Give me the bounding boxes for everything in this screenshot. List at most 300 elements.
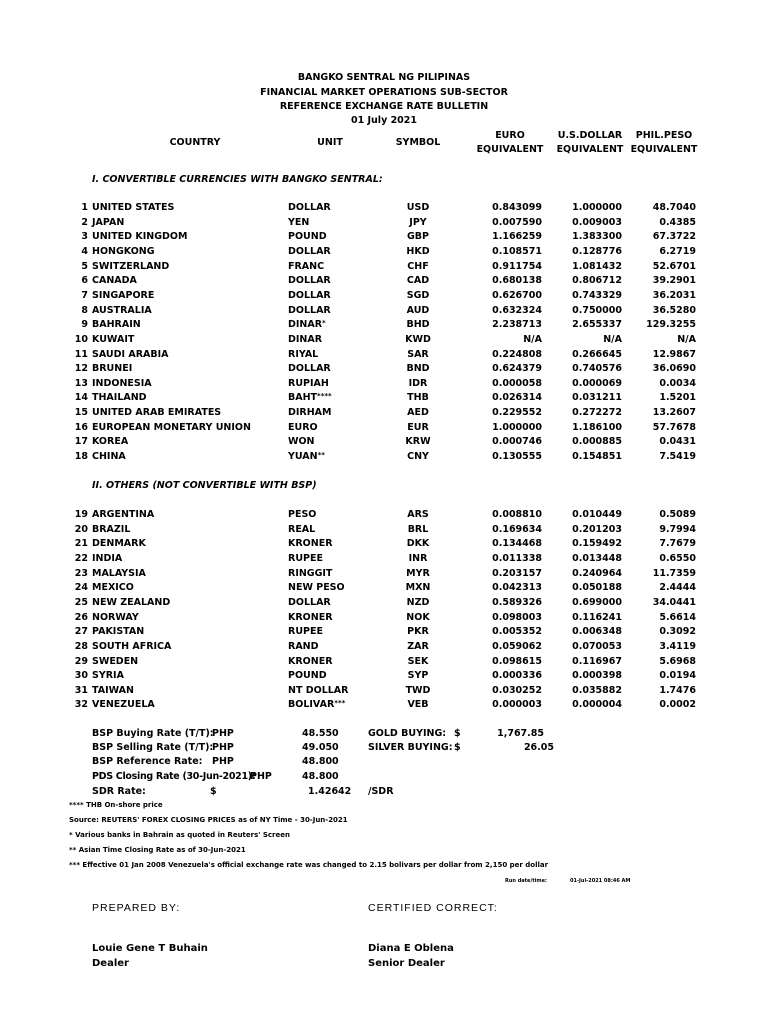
euro-equivalent: 0.011338 bbox=[492, 552, 542, 564]
usd-equivalent: 0.006348 bbox=[572, 626, 622, 638]
currency-symbol: BRL bbox=[407, 523, 429, 535]
col-usd-line1: U.S.DOLLAR bbox=[557, 130, 623, 141]
footnote-source: Source: REUTERS' FOREX CLOSING PRICES as of NY Time - 30-Jun-2021 bbox=[69, 816, 348, 824]
table-row bbox=[0, 553, 768, 568]
currency-symbol: BHD bbox=[406, 319, 430, 331]
prepared-by-label: PREPARED BY: bbox=[92, 902, 181, 914]
currency-symbol: AED bbox=[407, 407, 429, 419]
currency-unit bbox=[288, 685, 348, 696]
bank-name: BANGKO SENTRAL NG PILIPINAS bbox=[297, 72, 471, 83]
table-row bbox=[0, 202, 768, 217]
table-row bbox=[0, 626, 768, 641]
usd-equivalent: 0.010449 bbox=[572, 509, 622, 520]
row-number: 6 bbox=[81, 275, 88, 287]
col-symbol: SYMBOL bbox=[395, 137, 441, 148]
currency-unit bbox=[288, 378, 329, 389]
php-equivalent: 0.6550 bbox=[659, 552, 696, 564]
usd-equivalent: 0.000069 bbox=[572, 377, 622, 389]
table-row bbox=[0, 451, 768, 466]
usd-equivalent: 0.000885 bbox=[572, 436, 622, 448]
euro-equivalent: 0.026314 bbox=[492, 392, 542, 404]
country-name: EUROPEAN MONETARY UNION bbox=[92, 421, 251, 433]
table-row bbox=[0, 217, 768, 232]
usd-equivalent: 1.081432 bbox=[572, 260, 622, 272]
currency-symbol: ZAR bbox=[407, 640, 429, 652]
euro-equivalent: 0.911754 bbox=[492, 260, 542, 272]
country-name: CHINA bbox=[92, 451, 126, 463]
currency-unit bbox=[288, 612, 333, 623]
currency-unit-text: DOLLAR bbox=[288, 363, 331, 375]
euro-equivalent: 0.042313 bbox=[492, 582, 542, 594]
country-name: SWITZERLAND bbox=[92, 260, 170, 272]
currency-unit-text: KRONER bbox=[288, 538, 333, 550]
table-row bbox=[0, 407, 768, 422]
selling-rate-label: BSP Selling Rate (T/T): bbox=[92, 742, 214, 753]
currency-unit bbox=[288, 202, 331, 213]
country-name: UNITED KINGDOM bbox=[92, 231, 188, 243]
currency-symbol: THB bbox=[407, 392, 429, 404]
section-convertible-title: I. CONVERTIBLE CURRENCIES WITH BANGKO SENTRAL: bbox=[92, 174, 383, 185]
currency-symbol: INR bbox=[408, 552, 428, 564]
currency-unit-text: YUAN bbox=[288, 451, 318, 463]
currency-unit bbox=[288, 568, 332, 579]
currency-unit-text: DOLLAR bbox=[288, 596, 331, 608]
php-equivalent: 34.0441 bbox=[652, 596, 696, 608]
country-name: SWEDEN bbox=[92, 655, 139, 667]
currency-unit-text: NT DOLLAR bbox=[288, 684, 349, 696]
php-equivalent: 0.0194 bbox=[659, 670, 696, 682]
euro-equivalent: 0.680138 bbox=[492, 275, 542, 287]
currency-symbol: DKK bbox=[406, 538, 430, 550]
currency-unit bbox=[288, 656, 333, 667]
currency-symbol: JPY bbox=[409, 216, 427, 228]
usd-equivalent: 0.201203 bbox=[572, 523, 622, 535]
row-number: 3 bbox=[81, 231, 88, 243]
php-equivalent: 129.3255 bbox=[646, 319, 696, 331]
php-equivalent: 13.2607 bbox=[652, 407, 696, 419]
reference-rate-currency: PHP bbox=[212, 756, 234, 767]
euro-equivalent: 0.030252 bbox=[492, 684, 542, 696]
footnote-venezuela: *** Effective 01 Jan 2008 Venezuela's official exchange rate was changed to 2.15 bolivars per dollar from 2,150 per dollar bbox=[69, 861, 549, 869]
euro-equivalent: 0.108571 bbox=[492, 245, 542, 257]
silver-buying-currency: $ bbox=[454, 742, 461, 753]
row-number: 8 bbox=[81, 304, 88, 316]
euro-equivalent: 0.005352 bbox=[492, 626, 542, 638]
currency-symbol: VEB bbox=[407, 699, 429, 711]
reference-rate-label: BSP Reference Rate: bbox=[92, 756, 203, 767]
currency-unit bbox=[288, 407, 332, 418]
currency-unit bbox=[288, 290, 331, 301]
php-equivalent: 1.7476 bbox=[659, 684, 696, 696]
row-number: 25 bbox=[74, 596, 88, 608]
col-php-line1: PHIL.PESO bbox=[635, 130, 693, 141]
row-number: 32 bbox=[74, 699, 88, 711]
currency-unit-text: RAND bbox=[288, 640, 319, 652]
php-equivalent: 57.7678 bbox=[652, 421, 696, 433]
currency-unit-text: EURO bbox=[288, 421, 318, 433]
currency-symbol: MYR bbox=[406, 567, 430, 579]
country-name: HONGKONG bbox=[92, 245, 155, 257]
currency-unit-text: RUPEE bbox=[288, 626, 323, 638]
country-name: INDIA bbox=[92, 552, 123, 564]
euro-equivalent: 0.224808 bbox=[492, 348, 542, 360]
php-equivalent: 52.6701 bbox=[652, 260, 696, 272]
euro-equivalent: 0.000003 bbox=[492, 699, 542, 711]
currency-symbol: AUD bbox=[406, 304, 430, 316]
table-row bbox=[0, 378, 768, 393]
row-number: 29 bbox=[74, 655, 88, 667]
php-equivalent: 12.9867 bbox=[652, 348, 696, 360]
col-usd bbox=[550, 129, 630, 157]
euro-equivalent: 0.626700 bbox=[492, 289, 542, 301]
php-equivalent: 3.4119 bbox=[659, 640, 696, 652]
country-name: MEXICO bbox=[92, 582, 134, 594]
country-name: JAPAN bbox=[92, 216, 125, 228]
country-name: AUSTRALIA bbox=[92, 304, 152, 316]
currency-unit bbox=[288, 641, 319, 652]
php-equivalent: 36.2031 bbox=[652, 289, 696, 301]
php-equivalent: 0.0034 bbox=[659, 377, 696, 389]
table-row bbox=[0, 436, 768, 451]
currency-unit-text: RUPEE bbox=[288, 552, 323, 564]
currency-symbol: SYP bbox=[407, 670, 429, 682]
currency-symbol: MXN bbox=[405, 582, 431, 594]
currency-symbol: CAD bbox=[406, 275, 430, 287]
usd-equivalent: 0.740576 bbox=[572, 363, 622, 375]
currency-unit-text: REAL bbox=[288, 523, 316, 535]
selling-rate-currency: PHP bbox=[212, 742, 234, 753]
footnote-asian-time: ** Asian Time Closing Rate as of 30-Jun-2021 bbox=[69, 846, 246, 854]
silver-buying-label: SILVER BUYING: bbox=[368, 742, 453, 753]
currency-unit bbox=[288, 553, 323, 564]
currency-unit bbox=[288, 538, 333, 549]
certified-correct-label: CERTIFIED CORRECT: bbox=[368, 902, 498, 914]
country-name: ARGENTINA bbox=[92, 509, 155, 520]
country-name: MALAYSIA bbox=[92, 567, 146, 579]
php-equivalent: 7.7679 bbox=[659, 538, 696, 550]
currency-symbol: NZD bbox=[406, 596, 430, 608]
col-euro-line1: EURO bbox=[495, 130, 525, 141]
php-equivalent: 0.4385 bbox=[659, 216, 696, 228]
currency-unit bbox=[288, 319, 326, 330]
table-row bbox=[0, 538, 768, 553]
usd-equivalent: 0.050188 bbox=[572, 582, 622, 594]
euro-equivalent: 2.238713 bbox=[492, 319, 542, 331]
usd-equivalent: 0.743329 bbox=[572, 289, 622, 301]
euro-equivalent: 0.134468 bbox=[492, 538, 542, 550]
currency-unit-text: RIYAL bbox=[288, 348, 319, 360]
country-name: CANADA bbox=[92, 275, 137, 287]
currency-symbol: IDR bbox=[408, 377, 428, 389]
euro-equivalent: 0.130555 bbox=[492, 451, 542, 463]
usd-equivalent: 0.806712 bbox=[572, 275, 622, 287]
usd-equivalent: 2.655337 bbox=[572, 319, 622, 331]
usd-equivalent: 0.035882 bbox=[572, 684, 622, 696]
row-number: 9 bbox=[81, 319, 88, 331]
col-usd-line2: EQUIVALENT bbox=[556, 144, 624, 155]
euro-equivalent: 0.059062 bbox=[492, 640, 542, 652]
currency-unit-text: RINGGIT bbox=[288, 567, 333, 579]
currency-unit-text: DOLLAR bbox=[288, 245, 331, 257]
currency-unit bbox=[288, 422, 318, 433]
usd-equivalent: 0.750000 bbox=[572, 304, 622, 316]
euro-equivalent: 1.000000 bbox=[492, 421, 542, 433]
usd-equivalent: 0.128776 bbox=[572, 245, 622, 257]
php-equivalent: 9.7994 bbox=[659, 523, 696, 535]
table-row bbox=[0, 685, 768, 700]
usd-equivalent: 0.266645 bbox=[572, 348, 622, 360]
row-number: 13 bbox=[74, 377, 88, 389]
bulletin-title: REFERENCE EXCHANGE RATE BULLETIN bbox=[279, 101, 489, 112]
country-name: BRUNEI bbox=[92, 363, 133, 375]
country-name: SOUTH AFRICA bbox=[92, 640, 172, 652]
footnote-mark: **** bbox=[317, 392, 332, 401]
currency-unit bbox=[288, 275, 331, 286]
usd-equivalent: 0.272272 bbox=[572, 407, 622, 419]
currency-unit-text: KRONER bbox=[288, 611, 333, 623]
country-name: SYRIA bbox=[92, 670, 124, 682]
euro-equivalent: 0.229552 bbox=[492, 407, 542, 419]
currency-unit bbox=[288, 597, 331, 608]
gold-buying-label: GOLD BUYING: bbox=[368, 728, 447, 739]
table-row bbox=[0, 231, 768, 246]
currency-unit-text: PESO bbox=[288, 509, 317, 520]
currency-unit-text: RUPIAH bbox=[288, 377, 329, 389]
currency-unit-text: WON bbox=[288, 436, 315, 448]
currency-unit-text: DOLLAR bbox=[288, 289, 331, 301]
sdr-rate-label: SDR Rate: bbox=[92, 786, 146, 797]
row-number: 23 bbox=[74, 567, 88, 579]
country-name: INDONESIA bbox=[92, 377, 152, 389]
footnote-thb: **** THB On-shore price bbox=[69, 801, 163, 809]
currency-symbol: TWD bbox=[405, 684, 431, 696]
currency-unit-text: KRONER bbox=[288, 655, 333, 667]
table-row bbox=[0, 246, 768, 261]
currency-symbol: GBP bbox=[406, 231, 429, 243]
country-name: DENMARK bbox=[92, 538, 146, 550]
gold-buying-currency: $ bbox=[454, 728, 461, 739]
euro-equivalent: 0.000058 bbox=[492, 377, 542, 389]
certified-by-block bbox=[368, 941, 454, 971]
currency-unit bbox=[288, 582, 345, 593]
row-number: 15 bbox=[74, 407, 88, 419]
euro-equivalent: 0.589326 bbox=[492, 596, 542, 608]
row-number: 2 bbox=[81, 216, 88, 228]
currency-symbol: NOK bbox=[406, 611, 430, 623]
table-row bbox=[0, 334, 768, 349]
usd-equivalent: 0.154851 bbox=[572, 451, 622, 463]
footnote-mark: * bbox=[322, 319, 326, 328]
gold-buying-value: 1,767.85 bbox=[497, 728, 544, 739]
currency-unit-text: NEW PESO bbox=[288, 582, 345, 594]
currency-symbol: EUR bbox=[407, 421, 429, 433]
php-equivalent: 5.6968 bbox=[659, 655, 696, 667]
currency-unit-text: BOLIVAR bbox=[288, 699, 335, 711]
currency-symbol: USD bbox=[406, 202, 430, 213]
currency-unit bbox=[288, 363, 331, 374]
currency-unit-text: DIRHAM bbox=[288, 407, 332, 419]
country-name: UNITED ARAB EMIRATES bbox=[92, 407, 222, 419]
buying-rate-currency: PHP bbox=[212, 728, 234, 739]
table-row bbox=[0, 392, 768, 407]
row-number: 12 bbox=[74, 363, 88, 375]
php-equivalent: N/A bbox=[677, 333, 696, 345]
country-name: SAUDI ARABIA bbox=[92, 348, 169, 360]
country-name: NORWAY bbox=[92, 611, 139, 623]
country-name: KUWAIT bbox=[92, 333, 135, 345]
currency-unit bbox=[288, 699, 345, 710]
silver-buying-value: 26.05 bbox=[523, 742, 554, 753]
sub-sector: FINANCIAL MARKET OPERATIONS SUB-SECTOR bbox=[260, 87, 508, 98]
currency-unit-text: DOLLAR bbox=[288, 304, 331, 316]
euro-equivalent: N/A bbox=[523, 333, 542, 345]
currency-symbol: KRW bbox=[405, 436, 431, 448]
table-row bbox=[0, 612, 768, 627]
table-row bbox=[0, 290, 768, 305]
table-row bbox=[0, 670, 768, 685]
prepared-by-title: Dealer bbox=[92, 958, 129, 969]
php-equivalent: 11.7359 bbox=[652, 567, 696, 579]
table-row bbox=[0, 275, 768, 290]
euro-equivalent: 0.098615 bbox=[492, 655, 542, 667]
php-equivalent: 0.5089 bbox=[659, 509, 696, 520]
currency-unit bbox=[288, 670, 327, 681]
usd-equivalent: 0.240964 bbox=[572, 567, 622, 579]
php-equivalent: 5.6614 bbox=[659, 611, 696, 623]
usd-equivalent: 0.009003 bbox=[572, 216, 622, 228]
country-name: VENEZUELA bbox=[92, 699, 155, 711]
php-equivalent: 7.5419 bbox=[659, 451, 696, 463]
php-equivalent: 36.0690 bbox=[652, 363, 696, 375]
row-number: 5 bbox=[81, 260, 88, 272]
php-equivalent: 67.3722 bbox=[652, 231, 696, 243]
php-equivalent: 0.3092 bbox=[659, 626, 696, 638]
usd-equivalent: 1.383300 bbox=[572, 231, 622, 243]
country-name: BRAZIL bbox=[92, 523, 131, 535]
usd-equivalent: 0.070053 bbox=[572, 640, 622, 652]
euro-equivalent: 0.000746 bbox=[492, 436, 542, 448]
row-number: 21 bbox=[74, 538, 88, 550]
reference-rate-value: 48.800 bbox=[302, 756, 339, 767]
usd-equivalent: 0.116967 bbox=[572, 655, 622, 667]
table-row bbox=[0, 305, 768, 320]
currency-unit bbox=[288, 451, 325, 462]
php-equivalent: 6.2719 bbox=[659, 245, 696, 257]
currency-symbol: KWD bbox=[405, 333, 431, 345]
currency-unit bbox=[288, 436, 315, 447]
euro-equivalent: 0.007590 bbox=[492, 216, 542, 228]
php-equivalent: 1.5201 bbox=[659, 392, 696, 404]
row-number: 16 bbox=[74, 421, 88, 433]
row-number: 11 bbox=[74, 348, 88, 360]
table-row bbox=[0, 261, 768, 276]
currency-symbol: BND bbox=[406, 363, 430, 375]
usd-equivalent: N/A bbox=[603, 333, 622, 345]
pds-rate-currency: PHP bbox=[250, 771, 272, 782]
currency-unit bbox=[288, 246, 331, 257]
currency-symbol: ARS bbox=[407, 509, 429, 520]
row-number: 31 bbox=[74, 684, 88, 696]
euro-equivalent: 0.008810 bbox=[492, 509, 542, 520]
table-row bbox=[0, 656, 768, 671]
footnote-mark: *** bbox=[334, 699, 346, 708]
php-equivalent: 0.0002 bbox=[659, 699, 696, 711]
currency-unit bbox=[288, 231, 327, 242]
row-number: 26 bbox=[74, 611, 88, 623]
selling-rate-value: 49.050 bbox=[302, 742, 339, 753]
country-name: BAHRAIN bbox=[92, 319, 141, 331]
currency-symbol: SAR bbox=[407, 348, 429, 360]
row-number: 19 bbox=[74, 509, 88, 520]
row-number: 18 bbox=[74, 451, 88, 463]
currency-unit bbox=[288, 334, 322, 345]
certified-by-title: Senior Dealer bbox=[368, 958, 445, 969]
table-row bbox=[0, 568, 768, 583]
currency-unit-text: BAHT bbox=[288, 392, 318, 404]
row-number: 10 bbox=[74, 333, 88, 345]
country-name: THAILAND bbox=[92, 392, 147, 404]
usd-equivalent: 0.000004 bbox=[572, 699, 622, 711]
usd-equivalent: 0.013448 bbox=[572, 552, 622, 564]
country-name: TAIWAN bbox=[92, 684, 134, 696]
pds-rate-label: PDS Closing Rate (30-Jun-2021): bbox=[92, 771, 256, 782]
country-name: UNITED STATES bbox=[92, 202, 175, 213]
table-row bbox=[0, 349, 768, 364]
row-number: 17 bbox=[74, 436, 88, 448]
currency-unit-text: DINAR bbox=[288, 319, 323, 331]
currency-unit bbox=[288, 349, 318, 360]
table-row bbox=[0, 641, 768, 656]
prepared-by-block bbox=[92, 941, 208, 971]
currency-unit bbox=[288, 217, 309, 228]
row-number: 1 bbox=[81, 202, 88, 213]
pds-rate-value: 48.800 bbox=[302, 771, 339, 782]
currency-unit-text: YEN bbox=[288, 216, 310, 228]
usd-equivalent: 1.186100 bbox=[572, 421, 622, 433]
footnote-bahrain: * Various banks in Bahrain as quoted in Reuters' Screen bbox=[69, 831, 290, 839]
php-equivalent: 39.2901 bbox=[652, 275, 696, 287]
sdr-rate-unit: /SDR bbox=[368, 786, 394, 797]
currency-unit bbox=[288, 509, 316, 520]
currency-unit bbox=[288, 305, 331, 316]
row-number: 7 bbox=[81, 289, 88, 301]
currency-unit-text: DINAR bbox=[288, 333, 323, 345]
row-number: 30 bbox=[74, 670, 88, 682]
euro-equivalent: 0.203157 bbox=[492, 567, 542, 579]
table-row bbox=[0, 363, 768, 378]
col-php-line2: EQUIVALENT bbox=[630, 144, 698, 155]
usd-equivalent: 0.031211 bbox=[572, 392, 622, 404]
euro-equivalent: 0.624379 bbox=[492, 363, 542, 375]
currency-symbol: CHF bbox=[407, 260, 429, 272]
currency-unit bbox=[288, 392, 332, 403]
currency-unit bbox=[288, 626, 323, 637]
currency-symbol: PKR bbox=[407, 626, 429, 638]
php-equivalent: 2.4444 bbox=[659, 582, 696, 594]
euro-equivalent: 0.632324 bbox=[492, 304, 542, 316]
currency-symbol: SEK bbox=[407, 655, 429, 667]
country-name: NEW ZEALAND bbox=[92, 596, 171, 608]
currency-unit-text: DOLLAR bbox=[288, 275, 331, 287]
php-equivalent: 0.0431 bbox=[659, 436, 696, 448]
country-name: PAKISTAN bbox=[92, 626, 145, 638]
row-number: 24 bbox=[74, 582, 88, 594]
usd-equivalent: 0.116241 bbox=[572, 611, 622, 623]
country-name: KOREA bbox=[92, 436, 129, 448]
table-row bbox=[0, 422, 768, 437]
table-row bbox=[0, 699, 768, 714]
run-date-label: Run date/time: bbox=[505, 878, 547, 884]
